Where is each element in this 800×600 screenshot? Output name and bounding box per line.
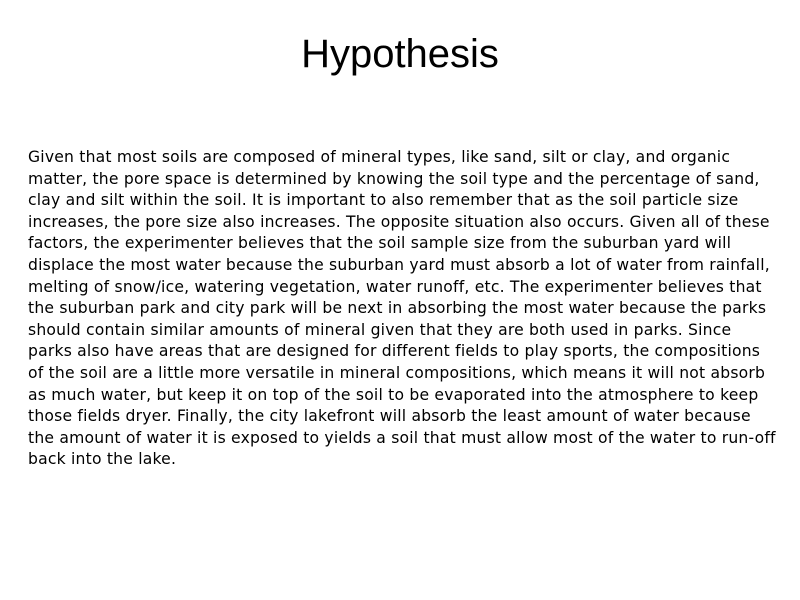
hypothesis-paragraph: Given that most soils are composed of mineral types, like sand, silt or clay, and organic matter, the pore space is determined by knowing the soil type and the percentage of sand, clay and silt within the soil. It is important to also remember that as the soil particle size increases, the pore size also increases. The opposite situation also occurs. Given all of these factors, the experimenter believes that the soil sample size from the suburban yard will displace the most water because the suburban yard must absorb a lot of water from rainfall, melting of snow/ice, watering vegetation, water runoff, etc. The experimenter believes that the suburban park and city park will be next in absorbing the most water because the parks should contain similar amounts of mineral given that they are both used in parks. Since parks also have areas that are designed for different fields to play sports, the compositions of the soil are a little more versatile in mineral compositions, which means it will not absorb as much water, but keep it on top of the soil to be evaporated into the atmosphere to keep those fields dryer. Finally, the city lakefront will absorb the least amount of water because the amount of water it is exposed to yields a soil that must allow most of the water to run-off back into the lake. xyxy=(28,148,776,469)
slide-title: Hypothesis xyxy=(301,32,499,76)
